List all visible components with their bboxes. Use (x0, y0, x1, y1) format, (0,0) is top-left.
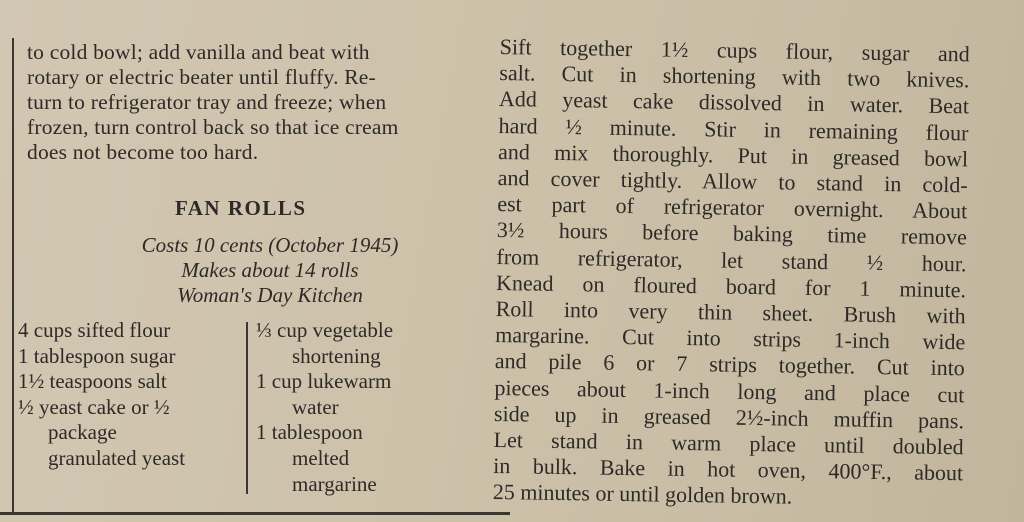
left-border-rule (12, 38, 14, 512)
ingredient-item: 1 tablespoon (256, 420, 363, 445)
recipe-source: Woman's Day Kitchen (177, 283, 363, 307)
recipe-yield: Makes about 14 rolls (181, 258, 359, 282)
directions-line: Let stand in warm place until doubled (493, 426, 964, 460)
intro-line: frozen, turn control back so that ice cream (27, 115, 399, 139)
ingredient-item: 1½ teaspoons salt (18, 369, 167, 394)
ingredient-item-continued: melted (292, 445, 350, 470)
directions-line: salt. Cut in shortening with two knives. (499, 60, 970, 93)
directions-line: Sift together 1½ cups flour, sugar and (499, 34, 970, 67)
ingredients-left-list (18, 318, 243, 472)
ingredient-item: ½ yeast cake or ½ (18, 394, 170, 419)
intro-line: turn to refrigerator tray and freeze; when (27, 90, 387, 114)
recipe-title: FAN ROLLS (175, 196, 307, 220)
ingredients-divider (246, 322, 248, 494)
directions-line: in bulk. Bake in hot oven, 400°F., about (493, 453, 964, 486)
ingredient-item-continued: package (48, 420, 117, 445)
ingredient-item: 4 cups sifted flour (18, 318, 171, 342)
directions-line: and cover tightly. Allow to stand in cold- (497, 164, 968, 198)
directions-line: Roll into very thin sheet. Brush with (495, 295, 966, 329)
directions-line: from refrigerator, let stand ½ hour. (496, 243, 967, 276)
recipe-meta (105, 233, 435, 308)
directions-line: margarine. Cut into strips 1-inch wide (495, 322, 966, 355)
ingredient-item: 1 tablespoon sugar (18, 343, 176, 368)
directions-line: hard ½ minute. Stir in remaining flour (498, 112, 969, 145)
directions-line: Knead on floured board for 1 minute. (495, 269, 967, 303)
ingredient-item-continued: water (292, 394, 339, 419)
bottom-border-rule (0, 512, 510, 515)
ingredient-item: 1 cup lukewarm (256, 369, 392, 394)
directions-column (493, 34, 970, 513)
previous-recipe-text (27, 40, 487, 165)
directions-line: side up in greased 2½-inch muffin pans. (493, 400, 965, 434)
ingredient-item: ⅓ cup vegetable (256, 318, 394, 342)
left-column (27, 40, 487, 165)
ingredient-item-continued: granulated yeast (48, 445, 186, 470)
recipe-cost: Costs 10 cents (October 1945) (141, 233, 399, 257)
intro-line: does not become too hard. (27, 140, 259, 164)
directions-line: and mix thoroughly. Put in greased bowl (497, 138, 969, 172)
directions-line: and pile 6 or 7 strips together. Cut into (494, 348, 966, 381)
directions-line: est part of refrigerator overnight. About (497, 191, 968, 224)
directions-line: Add yeast cake dissolved in water. Beat (498, 86, 970, 119)
directions-line: 3½ hours before baking time remove (496, 217, 968, 250)
directions-line: pieces about 1-inch long and place cut (494, 374, 965, 407)
intro-line: to cold bowl; add vanilla and beat with (27, 40, 370, 64)
ingredient-item-continued: shortening (292, 343, 381, 368)
directions-line: 25 minutes or until golden brown. (492, 479, 793, 510)
ingredient-item-continued: margarine (292, 471, 377, 496)
intro-line: rotary or electric beater until fluffy. Re- (27, 65, 376, 89)
ingredients-right-list (256, 318, 476, 497)
